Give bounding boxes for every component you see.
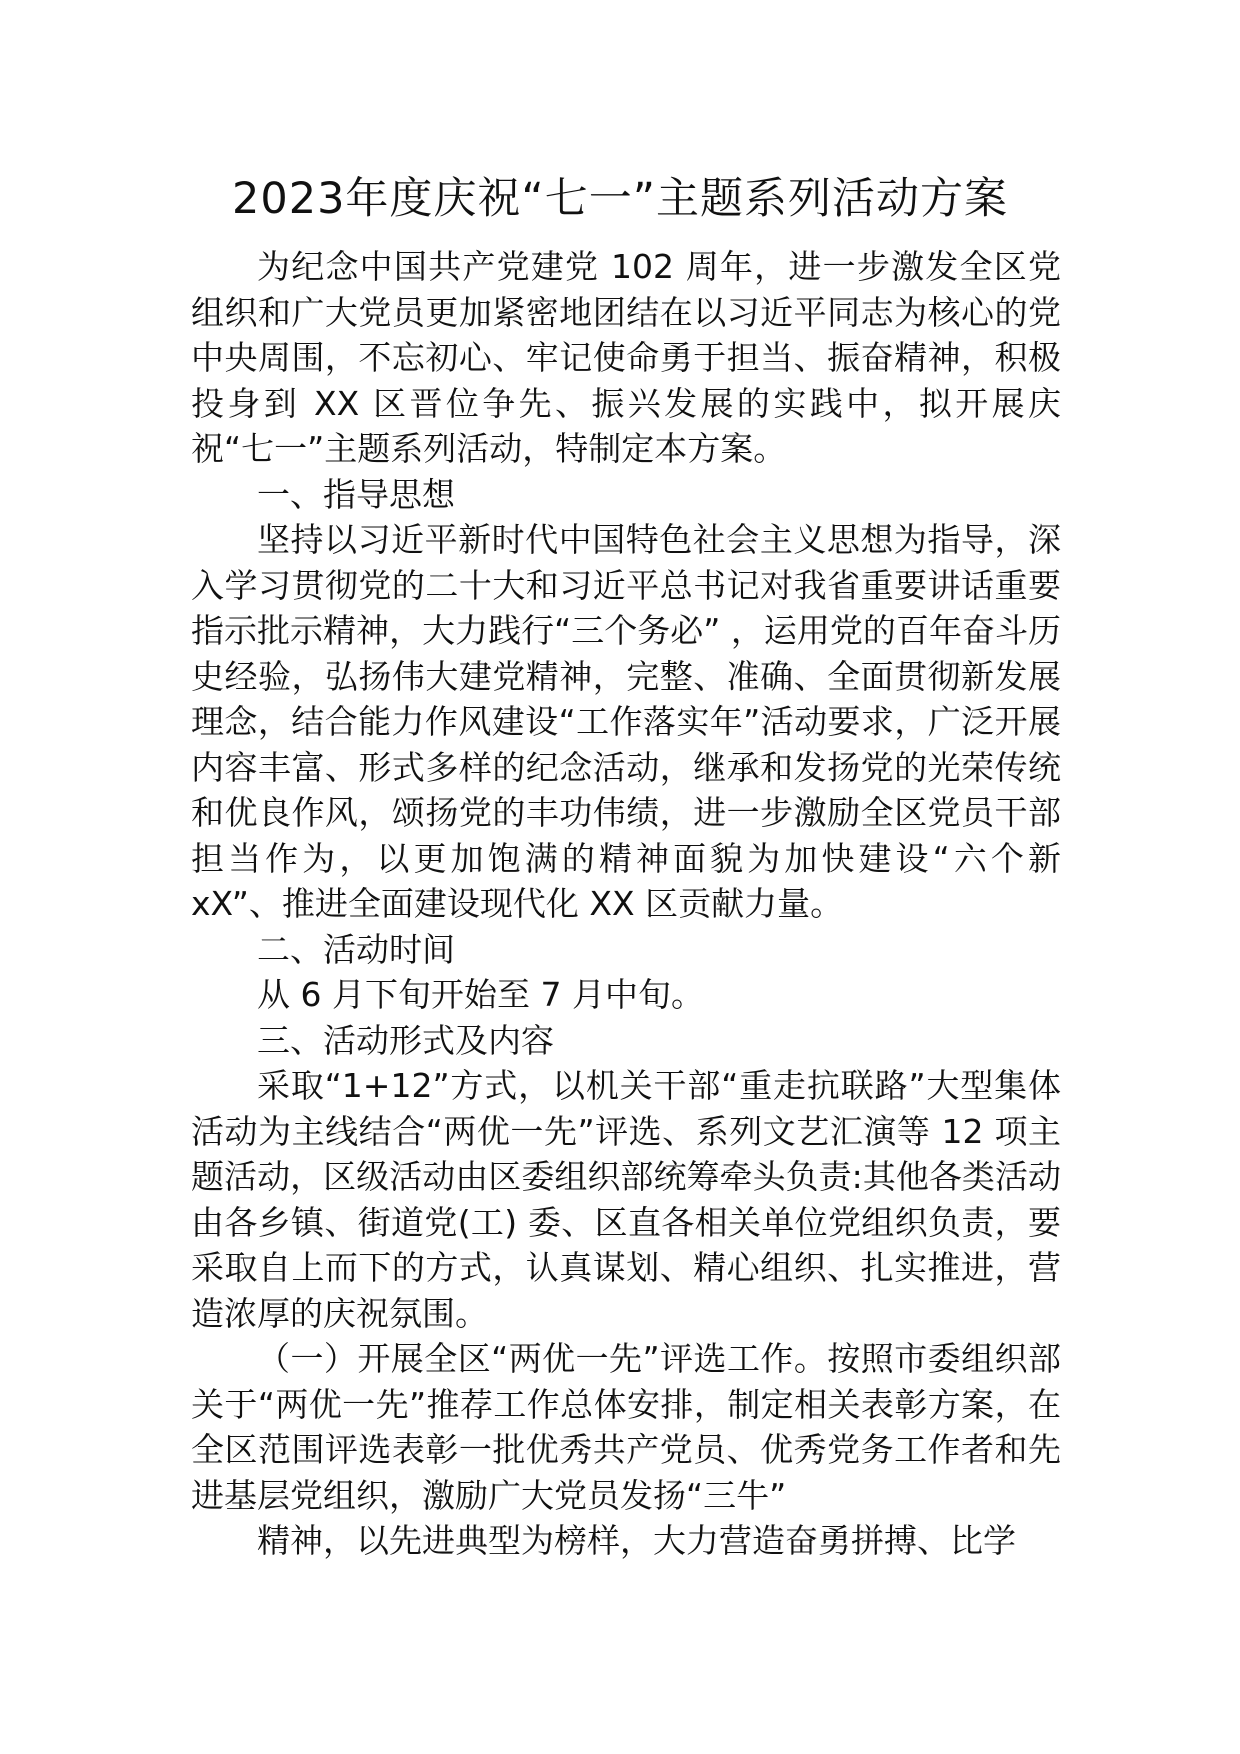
section-body-guiding-ideology: 坚持以习近平新时代中国特色社会主义思想为指导，深入学习贯彻党的二十大和习近平总书记对我省重要讲话重要指示批示精神，大力践行“三个务必” ，运用党的百年奋斗历史经验，弘扬伟大建党精神，完整、准确、全面贯彻新发展理念，结合能力作风建设“工作落实年”活动要求，广泛开展内容丰富、形式多样的纪念活动，继承和发扬党的光荣传统和优良作风，颂扬党的丰功伟绩，进一步激励全区党员干部担当作为，以更加饱满的精神面貌为加快建设“六个新 xX”、推进全面建设现代化 XX 区贡献力量。: [191, 520, 1061, 923]
section-heading-guiding-ideology: 一、指导思想: [257, 474, 455, 514]
document-body: [191, 244, 1061, 1564]
document-title: 2023年度庆祝“七一”主题系列活动方案: [232, 174, 1008, 224]
item-paragraph-continuation: 精神，以先进典型为榜样，大力营造奋勇拼搏、比学: [257, 1521, 1016, 1560]
section-heading-activity-content: 三、活动形式及内容: [257, 1020, 554, 1060]
section-body-activity-time: 从 6 月下旬开始至 7 月中旬。: [257, 975, 704, 1014]
section-heading-activity-time: 二、活动时间: [257, 929, 455, 969]
intro-paragraph: 为纪念中国共产党建党 102 周年，进一步激发全区党组织和广大党员更加紧密地团结在以习近平同志为核心的党中央周围，不忘初心、牢记使命勇于担当、振奋精神，积极投身到 XX 区晋位争先、振兴发展的实践中，拟开展庆祝“七一”主题系列活动，特制定本方案。: [191, 247, 1061, 468]
item-paragraph-evaluation: （一）开展全区“两优一先”评选工作。按照市委组织部关于“两优一先”推荐工作总体安排，制定相关表彰方案，在全区范围评选表彰一批优秀共产党员、优秀党务工作者和先进基层党组织，激励广大党员发扬“三牛”: [191, 1339, 1061, 1515]
section-body-activity-content: 采取“1+12”方式，以机关干部“重走抗联路”大型集体活动为主线结合“两优一先”评选、系列文艺汇演等 12 项主题活动，区级活动由区委组织部统筹牵头负责:其他各类活动由各乡镇、街道党(工) 委、区直各相关单位党组织负责，要采取自上而下的方式，认真谋划、精心组织、扎实推进，营造浓厚的庆祝氛围。: [191, 1066, 1061, 1333]
